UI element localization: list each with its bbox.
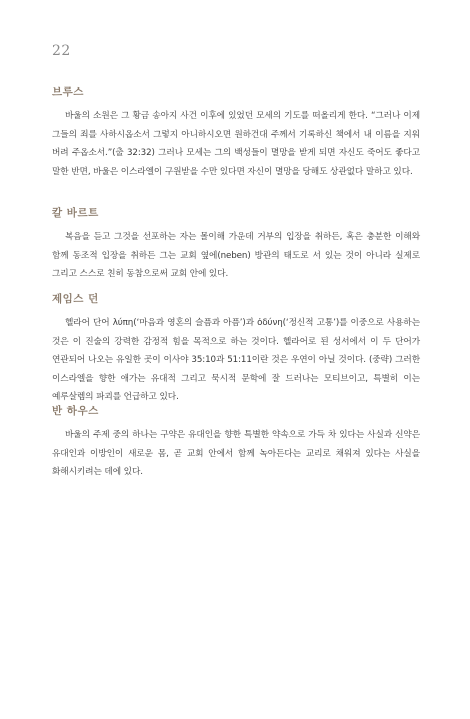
section-body: 헬라어 단어 λύπη(‘마음과 영혼의 슬픔과 아픔’)과 ὀδύνη(‘정신적 고통’)를 이중으로 사용하는 것은 이 진술의 강력한 감정적 힘을 목적으로 하는 것이다. 헬라어로 된 성서에서 이 두 단어가 연관되어 나오는 유일한 곳이 이사야 35:10과 51:11이란 것은 우연이 아닐 것이다. (중략) 그러한 이스라엘을 향한 애가는 유대적 그리고 묵시적 문학에 잘 드러나는 모티브이고, 특별히 이는 예루살렘의 파괴를 언급하고 있다.	[52, 318, 420, 403]
section-heading: 칼 바르트	[52, 207, 99, 219]
section-body: 바울의 소원은 그 황금 송아지 사건 이후에 있었던 모세의 기도를 떠올리게 한다. “그러나 이제 그들의 죄를 사하시옵소서 그렇지 아니하시오면 원하건대 주께서 기록하신 책에서 내 이름을 지워 버려 주옵소서.”(출 32:32) 그러나 모세는 그의 백성들이 멸망을 받게 되면 자신도 죽어도 좋다고 말한 반면, 바울은 이스라엘이 구원받을 수만 있다면 자신이 멸망을 당해도 상관없다 말하고 있다.	[52, 111, 420, 177]
section-heading: 제임스 던	[52, 293, 99, 305]
section-body: 바울의 주제 중의 하나는 구약은 유대인을 향한 특별한 약속으로 가득 차 있다는 사실과 신약은 유대인과 이방인이 새로운 몸, 곧 교회 안에서 함께 녹아든다는 교리로 채워져 있다는 사실을 화해시키려는 데에 있다.	[52, 430, 420, 478]
section-van-house	[52, 403, 420, 482]
section-james-dunn	[52, 291, 420, 407]
page-number: 22	[52, 43, 71, 59]
section-karl-barth	[52, 205, 420, 284]
section-body: 복음을 듣고 그것을 선포하는 자는 몰이해 가운데 거부의 입장을 취하든, 혹은 충분한 이해와 함께 동조적 입장을 취하든 그는 교회 옆에(neben) 방관의 태도로 서 있는 것이 아니라 실제로 그리고 스스로 친히 동참으로써 교회 안에 있다.	[52, 232, 420, 280]
section-bruce	[52, 84, 420, 181]
section-heading: 반 하우스	[52, 405, 99, 417]
section-heading: 브루스	[52, 86, 84, 98]
